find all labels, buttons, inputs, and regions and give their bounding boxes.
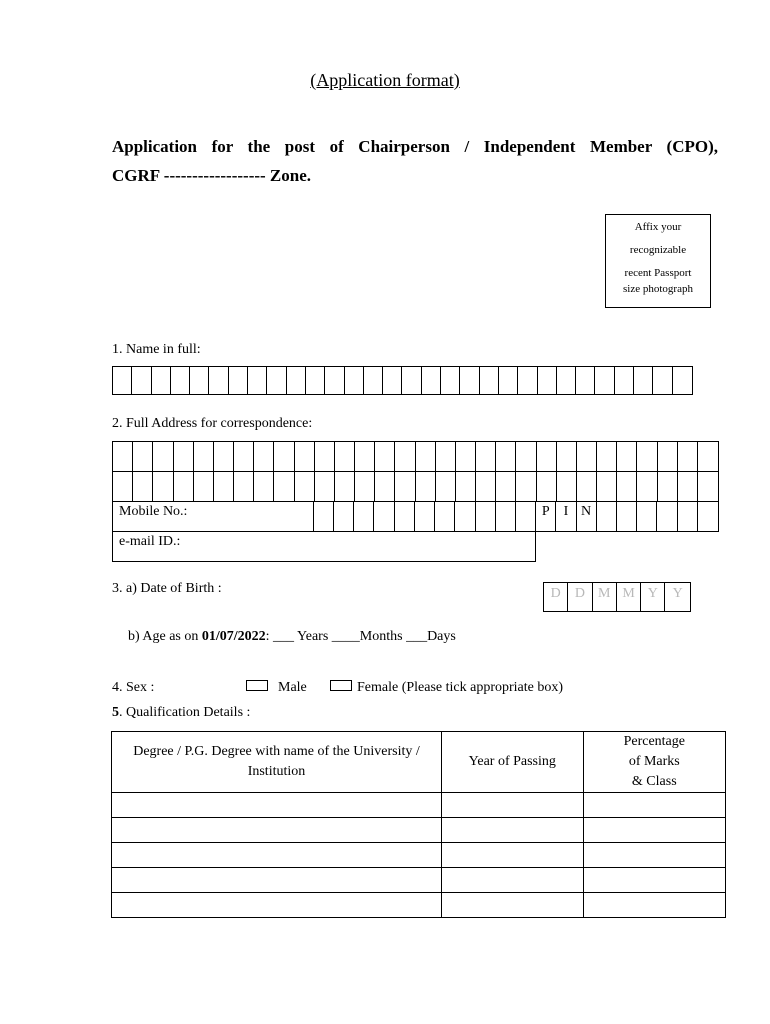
- input-cell[interactable]: [174, 442, 194, 472]
- input-cell[interactable]: [395, 442, 415, 472]
- page-title: (Application format): [310, 70, 460, 90]
- pin-letter: P: [536, 502, 556, 531]
- input-cell[interactable]: [355, 442, 375, 472]
- input-cell[interactable]: [267, 367, 286, 394]
- female-label: Female (Please tick appropriate box): [357, 680, 564, 695]
- input-cell[interactable]: [315, 472, 335, 502]
- input-cell[interactable]: [678, 442, 698, 472]
- input-cell[interactable]: [496, 442, 516, 472]
- address-line-1-boxes[interactable]: [112, 441, 719, 472]
- input-cell[interactable]: [214, 442, 234, 472]
- mobile-pin-row: [112, 501, 719, 532]
- table-cell[interactable]: [112, 868, 442, 893]
- photo-box[interactable]: [605, 214, 711, 308]
- mobile-label: Mobile No.:: [113, 502, 314, 531]
- qualification-number: 5: [112, 705, 119, 720]
- header-degree: Degree / P.G. Degree with name of the University / Institution: [112, 732, 442, 793]
- dob-cell[interactable]: D: [544, 583, 568, 611]
- input-cell[interactable]: [153, 472, 173, 502]
- input-cell[interactable]: [402, 367, 421, 394]
- table-cell[interactable]: [583, 868, 725, 893]
- input-cell[interactable]: [152, 367, 171, 394]
- pin-cell[interactable]: [597, 502, 617, 531]
- input-cell[interactable]: [229, 367, 248, 394]
- dob-cell[interactable]: Y: [641, 583, 665, 611]
- table-cell[interactable]: [441, 868, 583, 893]
- table-cell[interactable]: [112, 793, 442, 818]
- dob-cell[interactable]: Y: [672, 586, 683, 601]
- dob-input-boxes[interactable]: [543, 582, 691, 612]
- input-cell[interactable]: [496, 472, 516, 502]
- input-cell[interactable]: [698, 442, 718, 472]
- input-cell[interactable]: [436, 472, 456, 502]
- input-cell[interactable]: [436, 442, 456, 472]
- mobile-cell[interactable]: [476, 502, 496, 531]
- age-date: 01/07/2022: [201, 629, 266, 644]
- input-cell[interactable]: [637, 472, 657, 502]
- table-cell[interactable]: [112, 843, 442, 868]
- table-row: [112, 818, 726, 843]
- input-cell[interactable]: [248, 367, 267, 394]
- photo-box-line: recent Passport: [624, 267, 692, 279]
- input-cell[interactable]: [153, 442, 173, 472]
- input-cell[interactable]: [595, 367, 614, 394]
- input-cell[interactable]: [617, 472, 637, 502]
- dob-cell[interactable]: M: [617, 583, 641, 611]
- photo-box-line: recognizable: [629, 244, 687, 256]
- input-cell[interactable]: [518, 367, 537, 394]
- mobile-cell[interactable]: [496, 502, 516, 531]
- dob-label: 3. a) Date of Birth :: [112, 581, 222, 596]
- input-cell[interactable]: [345, 367, 364, 394]
- input-cell[interactable]: [194, 442, 214, 472]
- input-cell[interactable]: [480, 367, 499, 394]
- input-cell[interactable]: [375, 472, 395, 502]
- input-cell[interactable]: [287, 367, 306, 394]
- male-label: Male: [278, 680, 307, 695]
- input-cell[interactable]: [274, 472, 294, 502]
- input-cell[interactable]: [577, 472, 597, 502]
- input-cell[interactable]: [416, 472, 436, 502]
- pin-letter: N: [577, 502, 597, 531]
- age-line: [128, 629, 456, 645]
- input-cell[interactable]: [516, 472, 536, 502]
- qualification-table: [111, 731, 726, 918]
- female-checkbox[interactable]: [330, 680, 352, 691]
- input-cell[interactable]: [576, 367, 595, 394]
- table-cell[interactable]: [112, 893, 442, 918]
- input-cell[interactable]: [274, 442, 294, 472]
- pin-cell[interactable]: [637, 502, 657, 531]
- input-cell[interactable]: [209, 367, 228, 394]
- input-cell[interactable]: [557, 442, 577, 472]
- input-cell[interactable]: [615, 367, 634, 394]
- input-cell[interactable]: [315, 442, 335, 472]
- input-cell[interactable]: [537, 472, 557, 502]
- input-cell[interactable]: [335, 442, 355, 472]
- name-input-boxes[interactable]: [112, 366, 693, 395]
- input-cell[interactable]: [499, 367, 518, 394]
- input-cell[interactable]: [637, 442, 657, 472]
- male-checkbox[interactable]: [246, 680, 268, 691]
- table-cell[interactable]: [441, 893, 583, 918]
- email-field[interactable]: e-mail ID.:: [112, 531, 536, 562]
- input-cell[interactable]: [132, 367, 151, 394]
- table-cell[interactable]: [112, 818, 442, 843]
- input-cell[interactable]: [113, 367, 132, 394]
- input-cell[interactable]: [538, 367, 557, 394]
- input-cell[interactable]: [673, 367, 692, 394]
- table-cell[interactable]: [583, 818, 725, 843]
- input-cell[interactable]: [234, 442, 254, 472]
- input-cell[interactable]: [190, 367, 209, 394]
- input-cell[interactable]: [254, 442, 274, 472]
- input-cell[interactable]: [214, 472, 234, 502]
- input-cell[interactable]: [113, 472, 133, 502]
- qualification-label: [112, 705, 250, 721]
- pin-cell[interactable]: [657, 502, 677, 531]
- pin-cell[interactable]: [617, 502, 637, 531]
- input-cell[interactable]: [597, 472, 617, 502]
- application-heading: Application for the post of Chairperson / Independent Member (CPO),: [112, 137, 718, 156]
- mobile-cell[interactable]: [354, 502, 374, 531]
- table-cell[interactable]: [583, 893, 725, 918]
- input-cell[interactable]: [254, 472, 274, 502]
- mobile-cell[interactable]: [455, 502, 475, 531]
- dob-cell[interactable]: D: [568, 583, 592, 611]
- mobile-cell[interactable]: [435, 502, 455, 531]
- input-cell[interactable]: [698, 472, 718, 502]
- pin-cell[interactable]: [698, 502, 718, 531]
- mobile-cell[interactable]: [415, 502, 435, 531]
- table-cell[interactable]: [441, 843, 583, 868]
- sex-label: 4. Sex :: [112, 680, 155, 695]
- address-label: 2. Full Address for correspondence:: [112, 416, 313, 431]
- table-row: [112, 793, 726, 818]
- input-cell[interactable]: [617, 442, 637, 472]
- input-cell[interactable]: [174, 472, 194, 502]
- input-cell[interactable]: [658, 442, 678, 472]
- input-cell[interactable]: [460, 367, 479, 394]
- input-cell[interactable]: [295, 442, 315, 472]
- input-cell[interactable]: [634, 367, 653, 394]
- input-cell[interactable]: [133, 442, 153, 472]
- input-cell[interactable]: [194, 472, 214, 502]
- input-cell[interactable]: [383, 367, 402, 394]
- input-cell[interactable]: [456, 442, 476, 472]
- input-cell[interactable]: [476, 472, 496, 502]
- header-year: Year of Passing: [441, 732, 583, 793]
- address-line-2-boxes[interactable]: [112, 471, 719, 502]
- input-cell[interactable]: [171, 367, 190, 394]
- photo-box-line: size photograph: [623, 283, 693, 295]
- table-row: [112, 893, 726, 918]
- header-percentage: Percentage of Marks & Class: [583, 732, 725, 793]
- input-cell[interactable]: [422, 367, 441, 394]
- table-header-row: [112, 732, 726, 793]
- table-row: [112, 843, 726, 868]
- pin-letter: I: [556, 502, 576, 531]
- input-cell[interactable]: [537, 442, 557, 472]
- input-cell[interactable]: [375, 442, 395, 472]
- input-cell[interactable]: [557, 367, 576, 394]
- mobile-cell[interactable]: [314, 502, 334, 531]
- table-cell[interactable]: [583, 793, 725, 818]
- input-cell[interactable]: [456, 472, 476, 502]
- input-cell[interactable]: [133, 472, 153, 502]
- input-cell[interactable]: [113, 442, 133, 472]
- input-cell[interactable]: [441, 367, 460, 394]
- table-row: [112, 868, 726, 893]
- mobile-cell[interactable]: [334, 502, 354, 531]
- input-cell[interactable]: [335, 472, 355, 502]
- input-cell[interactable]: [325, 367, 344, 394]
- input-cell[interactable]: [653, 367, 672, 394]
- age-prefix: b) Age as on: [128, 629, 202, 644]
- pin-cell[interactable]: [678, 502, 698, 531]
- mobile-cell[interactable]: [374, 502, 394, 531]
- input-cell[interactable]: [577, 442, 597, 472]
- input-cell[interactable]: [516, 442, 536, 472]
- input-cell[interactable]: [678, 472, 698, 502]
- table-cell[interactable]: [583, 843, 725, 868]
- age-suffix: : ___ Years ____Months ___Days: [265, 629, 456, 644]
- mobile-cell[interactable]: [395, 502, 415, 531]
- input-cell[interactable]: [306, 367, 325, 394]
- input-cell[interactable]: [295, 472, 315, 502]
- input-cell[interactable]: [355, 472, 375, 502]
- photo-box-line: Affix your: [634, 221, 682, 233]
- application-heading-zone: CGRF ------------------ Zone.: [112, 166, 312, 185]
- table-cell[interactable]: [441, 818, 583, 843]
- input-cell[interactable]: [395, 472, 415, 502]
- name-label: 1. Name in full:: [112, 342, 201, 357]
- input-cell[interactable]: [476, 442, 496, 472]
- qualification-text: . Qualification Details :: [119, 705, 251, 720]
- input-cell[interactable]: [658, 472, 678, 502]
- dob-cell[interactable]: M: [593, 583, 617, 611]
- mobile-cell[interactable]: [516, 502, 536, 531]
- input-cell[interactable]: [416, 442, 436, 472]
- input-cell[interactable]: [557, 472, 577, 502]
- input-cell[interactable]: [597, 442, 617, 472]
- input-cell[interactable]: [234, 472, 254, 502]
- input-cell[interactable]: [364, 367, 383, 394]
- table-cell[interactable]: [441, 793, 583, 818]
